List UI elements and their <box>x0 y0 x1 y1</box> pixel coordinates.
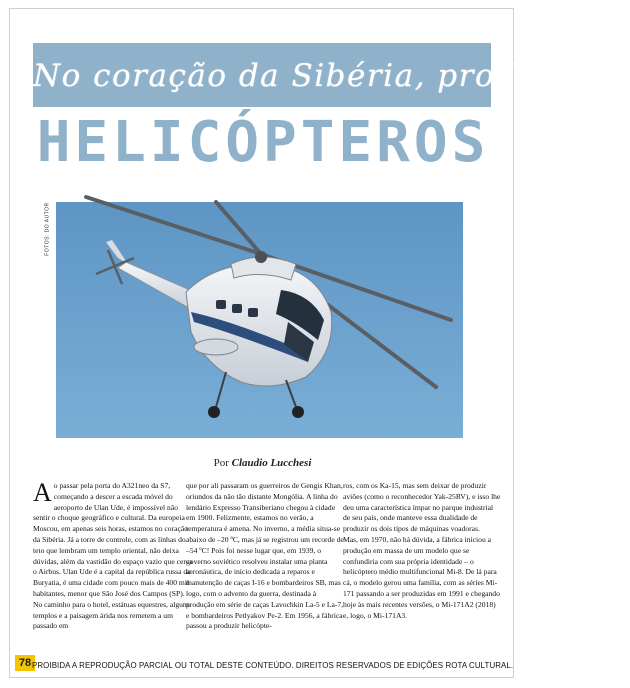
title-band <box>33 43 630 107</box>
byline-author: Claudio Lucchesi <box>231 457 312 469</box>
drop-cap: A <box>33 478 52 507</box>
byline-prefix: Por <box>213 457 229 469</box>
byline <box>0 457 525 469</box>
title-line1: No coração da Sibéria, produzindo <box>33 58 630 94</box>
article-column-2 <box>186 481 344 632</box>
photo-credit <box>44 200 55 260</box>
page-number: 78 <box>15 655 35 671</box>
article-column-1 <box>33 478 193 632</box>
article-column-3 <box>343 481 501 621</box>
col3-paragraph-1: ros, com os Ka-15, mas sem deixar de produzir aviões (como o reconhecedor Yak-25RV), e isso lhe deu uma característica ímpar no parque industrial de seu país, onde manteve essa dualidade de produzir os dois tipos de máquinas voadoras. <box>343 481 501 534</box>
helicopter-photo <box>56 202 463 438</box>
col3-paragraph-2: Mas, em 1970, não há dúvida, a fábrica iniciou a produção em massa de um modelo que se confundiria com sua própria identidade – o helicóptero médio multifuncional Mi-8. De lá para cá, o modelo gerou uma família, com as séries Mi-171 passando a ser produzidas em 1991 e chegando hoje às mais recentes versões, o Mi-171A2 (2018) e, logo, o Mi-171A3. <box>343 534 500 620</box>
col2-text: que por ali passaram os guerreiros de Gengis Khan, oriundos da não tão distante Mongólia. A linha do lendário Expresso Transiberiano chegou à cidade em 1900. Felizmente, estamos no verão, a temperatura é amena. No inverno, a média situa-se abaixo de –20 ºC, mas já se registrou um recorde de –54 ºC! Pois foi nesse lugar que, em 1939, o governo soviético resolveu instalar uma planta aeronáutica, de início dedicada a reparos e manutenção de caças I-16 e bombardeiros SB, mas logo, com o advento da guerra, destinada à produção em série de caças Lavochkin La-5 e La-7, e bombardeiros Petlyakov Pe-2. Em 1956, a fábrica passou a produzir helicópte- <box>186 481 344 631</box>
col1-text: o passar pela porta do A321neo da S7, começando a descer a escada móvel do aeroporto de Ulan Ude, é impossível não sentir o choque geográfico e cultural. Da europeia Moscou, em apenas seis horas, estamos no coração da Sibéria. Já a torre de controle, com as linhas do teto que lembram um templo oriental, não deixa dúvidas, além da vastidão do espaço vazio que cerca o Airbus. Ulan Ude é a capital da república russa da Buryatia, é uma cidade com pouco mais de 400 mil habitantes, menor que São José dos Campos (SP). No caminho para o hotel, estátuas equestres, alguns templos e a paisagem árida nos remetem a um passado em <box>33 481 193 631</box>
photo-credit-text: FOTOS: DO AUTOR <box>44 202 51 256</box>
article-paragraph <box>33 478 193 632</box>
copyright-notice: PROIBIDA A REPRODUÇÃO PARCIAL OU TOTAL DESTE CONTEÚDO. DIREITOS RESERVADOS DE EDIÇÕES ROTA CULTURAL. <box>32 661 514 670</box>
helicopter-illustration <box>56 202 463 438</box>
headline: HELICÓPTEROS <box>36 110 490 175</box>
